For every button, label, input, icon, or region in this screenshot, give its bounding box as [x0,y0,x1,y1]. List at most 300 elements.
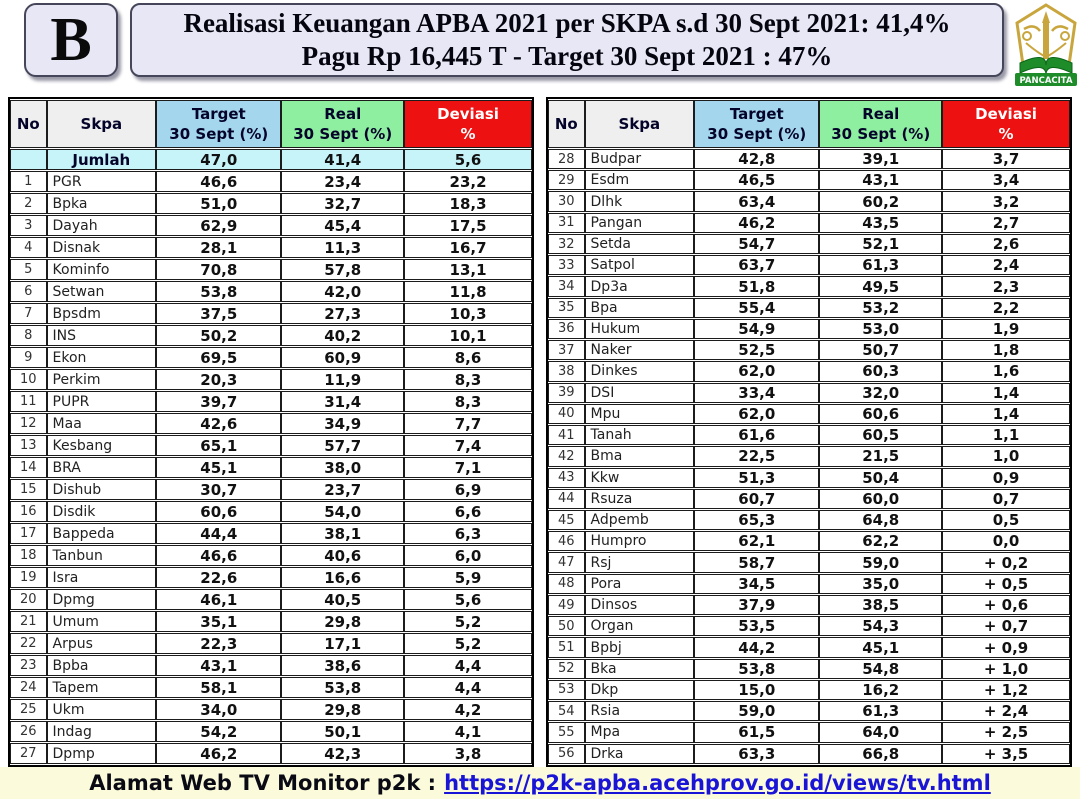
real-cell: 50,4 [819,468,942,488]
footer-bar [0,767,1080,799]
deviasi-header-line2: % [998,125,1014,143]
table-row [10,567,532,588]
real-cell: 62,2 [819,531,942,551]
real-cell: 11,9 [281,369,404,390]
deviasi-cell: 1,4 [942,404,1070,424]
deviasi-cell: 8,3 [404,369,532,390]
real-cell: 40,5 [281,589,404,610]
no-cell: 49 [548,595,585,615]
real-cell: 54,3 [819,616,942,636]
table-row [548,425,1070,445]
deviasi-cell: 8,3 [404,391,532,412]
no-cell: 43 [548,468,585,488]
column-header-target [156,100,281,148]
table-row [548,340,1070,360]
deviasi-cell: + 1,2 [942,680,1070,700]
real-cell: 61,3 [819,255,942,275]
target-header-line1: Target [191,104,246,123]
skpa-table-right [546,97,1072,767]
skpa-cell: Esdm [585,170,695,190]
deviasi-cell: + 2,4 [942,701,1070,721]
real-cell: 16,6 [281,567,404,588]
skpa-cell: Umum [47,611,157,632]
target-cell: 62,9 [156,215,281,236]
table-row [10,215,532,236]
skpa-cell: DSI [585,383,695,403]
real-cell: 21,5 [819,446,942,466]
no-cell: 29 [548,170,585,190]
table-row [10,545,532,566]
deviasi-cell: + 0,9 [942,637,1070,657]
target-cell: 63,3 [694,744,819,764]
tv-monitor-link[interactable]: https://p2k-apba.acehprov.go.id/views/tv.html [444,771,991,795]
skpa-cell: Rsuza [585,489,695,509]
real-cell: 29,8 [281,611,404,632]
column-header-skpa: Skpa [585,100,695,148]
skpa-cell: Dkp [585,680,695,700]
target-cell: 70,8 [156,259,281,280]
deviasi-cell: 1,1 [942,425,1070,445]
target-cell: 15,0 [694,680,819,700]
table-row [10,413,532,434]
target-cell: 46,5 [694,170,819,190]
table-row [10,457,532,478]
target-cell: 52,5 [694,340,819,360]
table-row [548,701,1070,721]
real-cell: 23,4 [281,171,404,192]
deviasi-cell: 6,3 [404,523,532,544]
real-header-line1: Real [324,104,362,123]
no-cell: 16 [10,501,47,522]
real-cell: 60,6 [819,404,942,424]
skpa-cell: Pangan [585,213,695,233]
real-cell: 45,1 [819,637,942,657]
deviasi-cell: + 0,5 [942,574,1070,594]
real-cell: 49,5 [819,276,942,296]
real-cell: 27,3 [281,303,404,324]
skpa-cell: Disnak [47,237,157,258]
real-cell: 66,8 [819,744,942,764]
table-row [548,616,1070,636]
deviasi-cell: 4,4 [404,655,532,676]
table-row [10,633,532,654]
target-cell: 46,1 [156,589,281,610]
no-cell: 51 [548,637,585,657]
deviasi-cell: 6,6 [404,501,532,522]
real-cell: 29,8 [281,699,404,720]
real-cell: 32,7 [281,193,404,214]
target-cell: 46,2 [156,743,281,764]
skpa-cell: Humpro [585,531,695,551]
real-cell: 39,1 [819,149,942,169]
target-cell: 50,2 [156,325,281,346]
deviasi-cell: 5,6 [404,149,532,170]
target-cell: 45,1 [156,457,281,478]
target-cell: 53,5 [694,616,819,636]
left-table [8,97,534,767]
skpa-cell: Budpar [585,149,695,169]
no-cell: 20 [10,589,47,610]
deviasi-cell: 5,2 [404,633,532,654]
skpa-cell: Rsj [585,552,695,572]
skpa-cell: Dinkes [585,361,695,381]
table-row [548,722,1070,742]
skpa-cell: Bpa [585,298,695,318]
no-cell: 3 [10,215,47,236]
deviasi-cell: + 3,5 [942,744,1070,764]
real-cell: 52,1 [819,234,942,254]
real-cell: 60,5 [819,425,942,445]
no-cell: 22 [10,633,47,654]
skpa-cell: Drka [585,744,695,764]
target-cell: 34,5 [694,574,819,594]
no-cell: 27 [10,743,47,764]
table-row [548,191,1070,211]
deviasi-cell: 7,7 [404,413,532,434]
skpa-cell: Dp3a [585,276,695,296]
column-header-deviasi [404,100,532,148]
target-cell: 61,6 [694,425,819,445]
deviasi-cell: 3,7 [942,149,1070,169]
skpa-cell: Bka [585,659,695,679]
table-row [10,259,532,280]
deviasi-cell: 2,6 [942,234,1070,254]
slide-badge-letter: B [50,6,92,74]
deviasi-cell: 5,6 [404,589,532,610]
table-row [548,213,1070,233]
target-cell: 44,4 [156,523,281,544]
target-cell: 51,8 [694,276,819,296]
skpa-cell: Dpmp [47,743,157,764]
right-table [546,97,1072,767]
real-cell: 53,2 [819,298,942,318]
table-row [548,531,1070,551]
deviasi-cell: + 0,2 [942,552,1070,572]
real-header-line1: Real [862,104,900,123]
real-cell: 16,2 [819,680,942,700]
real-cell: 50,7 [819,340,942,360]
skpa-cell: Mpa [585,722,695,742]
real-cell: 57,7 [281,435,404,456]
skpa-cell: Pora [585,574,695,594]
skpa-cell: Kominfo [47,259,157,280]
skpa-cell: Bpba [47,655,157,676]
table-row [10,655,532,676]
real-cell: 17,1 [281,633,404,654]
deviasi-cell: 2,3 [942,276,1070,296]
deviasi-cell: 2,2 [942,298,1070,318]
real-cell: 59,0 [819,552,942,572]
skpa-cell: Satpol [585,255,695,275]
real-cell: 42,3 [281,743,404,764]
deviasi-cell: + 2,5 [942,722,1070,742]
skpa-cell: Tanbun [47,545,157,566]
real-cell: 53,8 [281,677,404,698]
target-cell: 62,0 [694,404,819,424]
real-cell: 34,9 [281,413,404,434]
real-cell: 60,2 [819,191,942,211]
deviasi-cell: + 0,6 [942,595,1070,615]
table-row [548,234,1070,254]
no-cell: 18 [10,545,47,566]
column-header-deviasi [942,100,1070,148]
no-cell: 40 [548,404,585,424]
table-row [10,611,532,632]
table-row [548,510,1070,530]
target-cell: 62,0 [694,361,819,381]
no-cell: 42 [548,446,585,466]
no-cell: 46 [548,531,585,551]
title-line-1: Realisasi Keuangan APBA 2021 per SKPA s.d 30 Sept 2021: 41,4% [183,8,951,39]
target-cell: 22,6 [156,567,281,588]
no-cell: 30 [548,191,585,211]
deviasi-cell: 23,2 [404,171,532,192]
deviasi-cell: 2,7 [942,213,1070,233]
no-cell: 38 [548,361,585,381]
table-row [10,699,532,720]
real-cell: 11,3 [281,237,404,258]
target-cell: 33,4 [694,383,819,403]
no-cell: 4 [10,237,47,258]
skpa-cell: Dayah [47,215,157,236]
real-cell: 43,1 [819,170,942,190]
table-row [10,677,532,698]
deviasi-header-line2: % [460,125,476,143]
deviasi-cell: 0,9 [942,468,1070,488]
no-cell: 21 [10,611,47,632]
target-cell: 63,4 [694,191,819,211]
skpa-cell: Dinsos [585,595,695,615]
deviasi-cell: 0,0 [942,531,1070,551]
no-cell: 7 [10,303,47,324]
deviasi-cell: 17,5 [404,215,532,236]
deviasi-cell: + 1,0 [942,659,1070,679]
column-header-skpa: Skpa [47,100,157,148]
skpa-cell: Hukum [585,319,695,339]
table-row [10,523,532,544]
table-row [10,743,532,764]
table-row [548,659,1070,679]
table-row [548,595,1070,615]
deviasi-header-line1: Deviasi [975,104,1037,123]
real-header-line2: 30 Sept (%) [831,125,931,143]
deviasi-cell: 3,8 [404,743,532,764]
skpa-table-left [8,97,534,767]
deviasi-cell: 0,5 [942,510,1070,530]
real-cell: 32,0 [819,383,942,403]
deviasi-cell: 1,6 [942,361,1070,381]
table-row [548,276,1070,296]
target-cell: 30,7 [156,479,281,500]
target-header-line2: 30 Sept (%) [707,125,807,143]
target-cell: 22,5 [694,446,819,466]
table-row [10,391,532,412]
real-cell: 60,3 [819,361,942,381]
no-cell: 17 [10,523,47,544]
table-row [10,721,532,742]
skpa-cell: Dishub [47,479,157,500]
target-cell: 46,2 [694,213,819,233]
deviasi-cell: 0,7 [942,489,1070,509]
real-cell: 41,4 [281,149,404,170]
target-cell: 63,7 [694,255,819,275]
target-cell: 60,6 [156,501,281,522]
real-cell: 31,4 [281,391,404,412]
target-cell: 53,8 [156,281,281,302]
skpa-cell: Setwan [47,281,157,302]
real-cell: 53,0 [819,319,942,339]
deviasi-cell: 1,4 [942,383,1070,403]
column-header-no: No [548,100,585,148]
deviasi-cell: 1,8 [942,340,1070,360]
table-row [10,171,532,192]
table-row [10,589,532,610]
real-header-line2: 30 Sept (%) [293,125,393,143]
real-cell: 40,2 [281,325,404,346]
table-row [548,255,1070,275]
no-cell: 9 [10,347,47,368]
table-row [10,281,532,302]
table-row [10,479,532,500]
skpa-cell: Tapem [47,677,157,698]
target-cell: 39,7 [156,391,281,412]
target-cell: 42,6 [156,413,281,434]
deviasi-cell: 10,1 [404,325,532,346]
no-cell: 55 [548,722,585,742]
table-row [548,489,1070,509]
skpa-cell: Adpemb [585,510,695,530]
real-cell: 38,5 [819,595,942,615]
table-row [548,446,1070,466]
column-header-no: No [10,100,47,148]
target-cell: 28,1 [156,237,281,258]
no-cell: 45 [548,510,585,530]
deviasi-cell: 5,9 [404,567,532,588]
no-cell: 10 [10,369,47,390]
target-cell: 46,6 [156,171,281,192]
right-table-header [548,100,1070,148]
deviasi-cell: 6,9 [404,479,532,500]
no-cell: 26 [10,721,47,742]
skpa-cell: Bma [585,446,695,466]
deviasi-cell: 3,4 [942,170,1070,190]
target-cell: 37,5 [156,303,281,324]
skpa-cell: Ekon [47,347,157,368]
deviasi-cell: 3,2 [942,191,1070,211]
deviasi-cell: + 0,7 [942,616,1070,636]
target-cell: 59,0 [694,701,819,721]
table-row [548,744,1070,764]
target-cell: 51,3 [694,468,819,488]
no-cell: 2 [10,193,47,214]
target-cell: 58,7 [694,552,819,572]
real-cell: 43,5 [819,213,942,233]
no-cell: 11 [10,391,47,412]
table-row [548,298,1070,318]
table-row [548,170,1070,190]
no-cell: 5 [10,259,47,280]
no-cell: 31 [548,213,585,233]
deviasi-cell: 18,3 [404,193,532,214]
no-cell: 32 [548,234,585,254]
skpa-cell: Rsia [585,701,695,721]
table-row [548,574,1070,594]
table-row [10,193,532,214]
table-row [10,369,532,390]
skpa-cell: Isra [47,567,157,588]
title-line-2: Pagu Rp 16,445 T - Target 30 Sept 2021 : 47% [301,41,833,71]
skpa-cell: INS [47,325,157,346]
no-cell: 48 [548,574,585,594]
footer-label: Alamat Web TV Monitor p2k : [89,771,437,795]
logo-banner-text: PANCACITA [1019,76,1073,86]
left-table-header [10,100,532,148]
skpa-cell: BRA [47,457,157,478]
real-cell: 60,0 [819,489,942,509]
real-cell: 54,0 [281,501,404,522]
no-cell: 44 [548,489,585,509]
column-header-real [281,100,404,148]
no-cell: 37 [548,340,585,360]
no-cell: 14 [10,457,47,478]
deviasi-header-line1: Deviasi [437,104,499,123]
table-row [548,404,1070,424]
no-cell: 35 [548,298,585,318]
tables-area [8,97,1072,767]
target-cell: 37,9 [694,595,819,615]
no-cell: 15 [10,479,47,500]
real-cell: 38,0 [281,457,404,478]
no-cell: 12 [10,413,47,434]
no-cell: 34 [548,276,585,296]
no-cell: 41 [548,425,585,445]
deviasi-cell: 5,2 [404,611,532,632]
skpa-cell: Arpus [47,633,157,654]
skpa-cell: Disdik [47,501,157,522]
real-cell: 64,8 [819,510,942,530]
real-cell: 38,6 [281,655,404,676]
target-cell: 35,1 [156,611,281,632]
target-cell: 54,9 [694,319,819,339]
no-cell: 23 [10,655,47,676]
target-cell: 44,2 [694,637,819,657]
table-row [548,383,1070,403]
table-row [548,361,1070,381]
target-cell: 22,3 [156,633,281,654]
target-cell: 47,0 [156,149,281,170]
no-cell: 47 [548,552,585,572]
real-cell: 61,3 [819,701,942,721]
target-cell: 54,7 [694,234,819,254]
skpa-cell: Indag [47,721,157,742]
no-cell: 13 [10,435,47,456]
deviasi-cell: 1,9 [942,319,1070,339]
skpa-cell: Dpmg [47,589,157,610]
skpa-cell: Jumlah [47,149,157,170]
no-cell: 25 [10,699,47,720]
target-cell: 51,0 [156,193,281,214]
target-header-line1: Target [729,104,784,123]
target-cell: 58,1 [156,677,281,698]
skpa-cell: Ukm [47,699,157,720]
skpa-cell: Bappeda [47,523,157,544]
summary-row-jumlah [10,149,532,170]
target-cell: 62,1 [694,531,819,551]
page-header [24,3,1078,89]
real-cell: 38,1 [281,523,404,544]
no-cell: 19 [10,567,47,588]
no-cell: 56 [548,744,585,764]
